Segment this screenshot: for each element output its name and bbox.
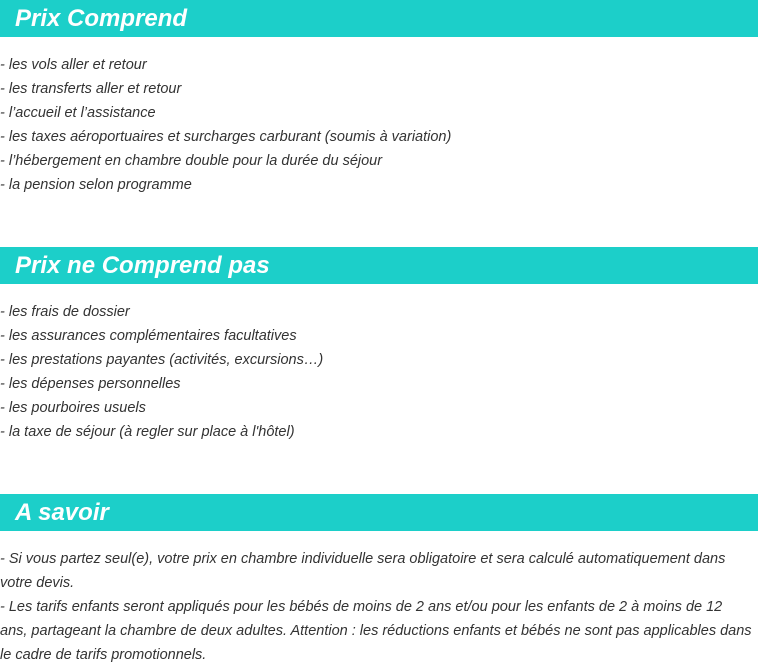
list-item: - les vols aller et retour — [0, 57, 147, 73]
list-item: - les prestations payantes (activités, excursions…) — [0, 352, 324, 368]
good-to-know-heading: A savoir — [0, 494, 758, 531]
price-includes-list — [0, 53, 758, 197]
list-item: - l’hébergement en chambre double pour la durée du séjour — [0, 153, 383, 169]
list-item: - les pourboires usuels — [0, 400, 146, 416]
list-item: - les taxes aéroportuaires et surcharges carburant (soumis à variation) — [0, 129, 452, 145]
price-includes-heading: Prix Comprend — [0, 0, 758, 37]
list-item: - les frais de dossier — [0, 304, 130, 320]
price-includes-section — [0, 0, 758, 197]
list-item: - les dépenses personnelles — [0, 376, 181, 392]
good-to-know-body — [0, 547, 758, 667]
list-item: - les assurances complémentaires facultatives — [0, 328, 297, 344]
good-to-know-section — [0, 494, 758, 667]
price-excludes-section — [0, 247, 758, 444]
list-item: - la pension selon programme — [0, 177, 192, 193]
list-item: - la taxe de séjour (à regler sur place à l'hôtel) — [0, 424, 295, 440]
info-paragraph: - Si vous partez seul(e), votre prix en chambre individuelle sera obligatoire et sera calculé automatiquement dans votre devis. — [0, 551, 726, 591]
list-item: - l’accueil et l’assistance — [0, 105, 156, 121]
price-excludes-list — [0, 300, 758, 444]
price-excludes-heading: Prix ne Comprend pas — [0, 247, 758, 284]
list-item: - les transferts aller et retour — [0, 81, 182, 97]
info-paragraph: - Les tarifs enfants seront appliqués pour les bébés de moins de 2 ans et/ou pour les enfants de 2 à moins de 12 ans, partageant la chambre de deux adultes. Attention : les réductions enfants et bébés ne sont pas applicables dans le cadre de tarifs promotionnels. — [0, 599, 752, 663]
